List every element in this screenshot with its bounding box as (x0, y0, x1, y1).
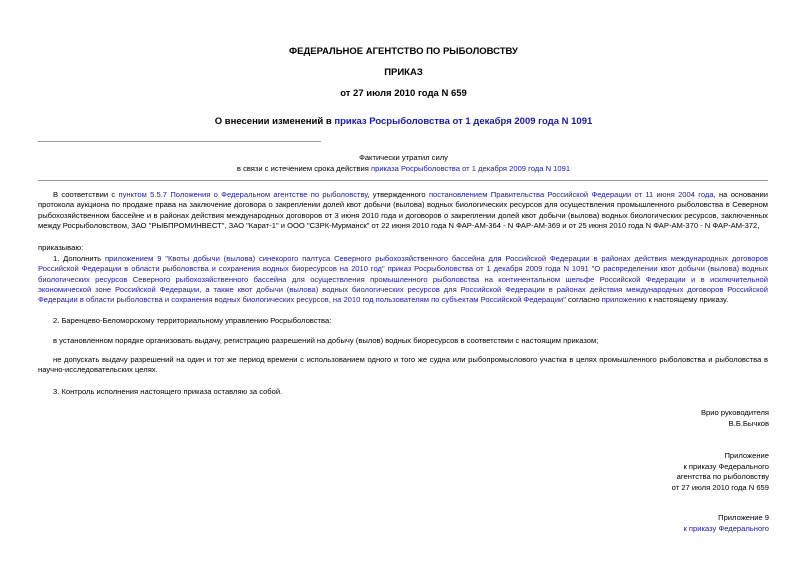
appendix-9-title: Приложение 9 (718, 513, 769, 522)
appendix-line-1: к приказу Федерального (683, 461, 769, 471)
title-amended-order-link[interactable]: приказ Росрыболовства от 1 декабря 2009 года N 1091 (334, 116, 593, 127)
document-date-number: от 27 июля 2010 года N 659 (340, 88, 467, 99)
document-type: ПРИКАЗ (384, 67, 423, 78)
status-note-line1: Фактически утратил силу (359, 153, 448, 162)
order-word: приказываю: (38, 243, 84, 252)
appendix-title: Приложение (724, 451, 769, 460)
appendix-link[interactable]: приложению (601, 295, 647, 305)
appendix-9-order-link[interactable]: к приказу Федерального (683, 523, 769, 533)
signature-block (701, 408, 769, 429)
item-1-text-1: 1. Дополнить (53, 254, 105, 263)
appendix-line-3: от 27 июля 2010 года N 659 (671, 482, 769, 492)
preamble-text-3: , на основании протокола аукциона по продаже права на заключение договора о закреплении долей квот добычи (вылова) водных биологических ресурсов для осуществления промышленного рыболовства в Северном рыбохозяйственном бассейне и в районах действия международных договоров от 3 июня 2010 года и договоров о закреплении долей квот добычи (вылова) водных биологических ресурсов, заключенных между Росрыболовством, ЗАО "РЫБПРОМИНВЕСТ", ЗАО "Карат-1" и ООО "СЗРК-Мурманск" от 22 июня 2010 года N ФАР-АМ-364 - N ФАР-АМ-369 и от 25 июня 2010 года N ФАР-АМ-370 - N ФАР-АМ-372, (38, 190, 768, 230)
preamble-paragraph (38, 190, 768, 231)
appendix-block (672, 451, 769, 493)
government-decree-link[interactable]: постановлением Правительства Российской Федерации от 11 июня 2004 года (428, 190, 714, 199)
item-2-paragraph: 2. Баренцево-Беломорскому территориальному управлению Росрыболовства: (53, 316, 332, 325)
appendix-9-block (684, 513, 770, 534)
agency-name: ФЕДЕРАЛЬНОЕ АГЕНТСТВО ПО РЫБОЛОВСТВУ (289, 46, 518, 57)
status-note-line2 (0, 164, 807, 173)
regulation-clause-link[interactable]: пунктом 5.5.7 Положения о Федеральном агентстве по рыболовству (118, 190, 368, 199)
divider-bottom (38, 180, 768, 181)
signature-role: Врио руководителя (700, 408, 769, 417)
item-1-text-3: к настоящему приказу. (646, 295, 729, 305)
status-note-link[interactable]: приказа Росрыболовства от 1 декабря 2009 года N 1091 (370, 164, 571, 173)
title-prefix: О внесении изменений в (214, 116, 335, 127)
item-1-text-2: согласно (565, 295, 602, 305)
item-2a-paragraph: в установленном порядке организовать выдачу, регистрацию разрешений на добычу (вылов) водных биоресурсов в соответствии с настоящим приказом; (53, 336, 599, 345)
divider-top (38, 141, 321, 142)
preamble-text-2: , утвержденного (367, 190, 429, 199)
item-2b-paragraph: не допускать выдачу разрешений на один и тот же период времени с использованием одного и того же судна или рыбопромыслового участка в целях промышленного рыболовства и рыболовства в научно-исследовательских целях. (38, 355, 768, 375)
appendix-line-2: агентства по рыболовству (676, 472, 769, 481)
status-note-prefix: в связи с истечением срока действия (236, 164, 371, 173)
item-3-paragraph: 3. Контроль исполнения настоящего приказа оставляю за собой. (53, 387, 283, 396)
document-title (0, 116, 807, 127)
appendix-9-link[interactable]: приложением 9 "Квоты добычи (вылова) синекорого палтуса Северного рыбохозяйственного бассейна для Российской Федерации в районах действия международных договоров Российской Федерации в области рыболовства и сохранения водных биоресурсов на 2010 год" приказ Росрыболовства от 1 декабря 2009 года N 1091 "О распределении квот добычи (вылова) водных биологических ресурсов Северного рыбохозяйственного бассейна для осуществления промышленного рыболовства на континентальном шельфе Российской Федерации и в исключительной экономической зоне Российской Федерации, а также квот добычи (вылова) водных биологических ресурсов для Российской Федерации в районах действия международных договоров Российской Федерации в области рыболовства и сохранения водных биологических ресурсов, на 2010 год пользователям по субъектам Российской Федерации" (38, 254, 768, 305)
preamble-text-1: В соответствии с (53, 190, 119, 199)
signature-name: В.Б.Бычков (728, 418, 769, 428)
item-1-paragraph (38, 254, 768, 305)
